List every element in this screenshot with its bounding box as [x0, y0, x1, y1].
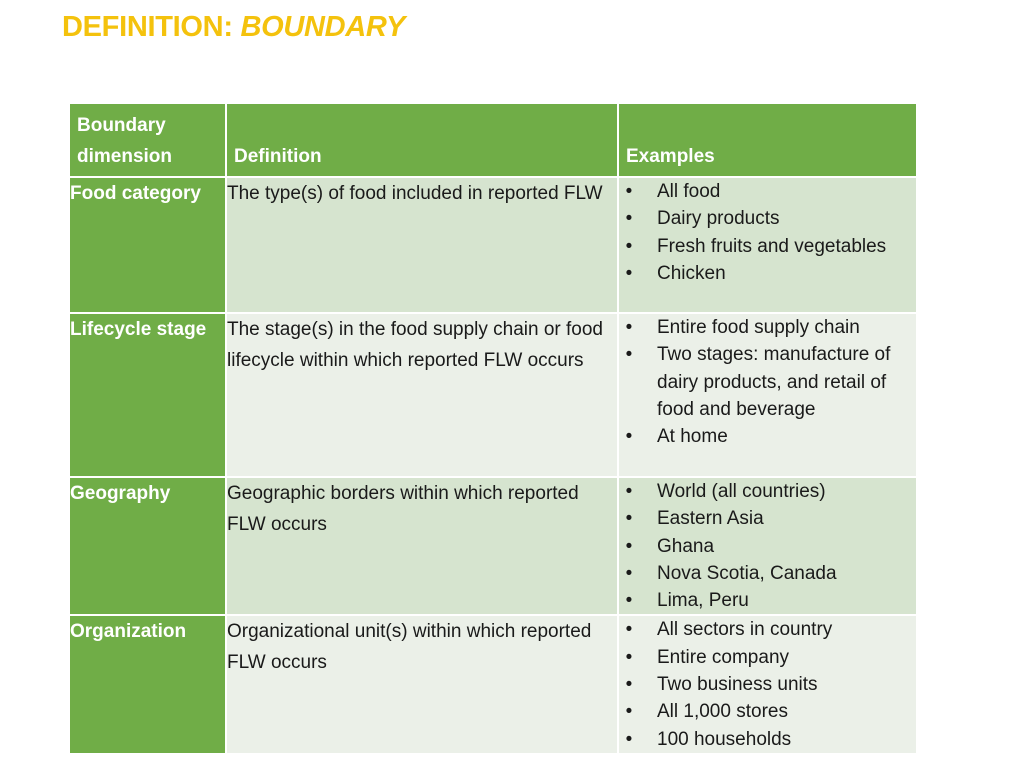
examples-list: [619, 314, 916, 450]
example-text: At home: [657, 426, 728, 448]
boundary-dimension-cell: Organization: [69, 615, 226, 753]
bullet-icon: •: [625, 181, 633, 202]
table-header-row: [69, 103, 917, 177]
list-item: [619, 671, 916, 698]
list-item: [619, 314, 916, 341]
list-item: [619, 260, 916, 287]
definition-cell: The type(s) of food included in reported FLW: [226, 177, 618, 313]
definition-cell: The stage(s) in the food supply chain or food lifecycle within which reported FLW occurs: [226, 313, 618, 477]
list-item: [619, 423, 916, 450]
example-text: Dairy products: [657, 208, 780, 230]
bullet-icon: •: [625, 646, 633, 668]
example-text: All sectors in country: [657, 619, 833, 641]
header-dimension-line2: dimension: [77, 146, 173, 167]
list-item: [619, 178, 916, 205]
bullet-icon: •: [625, 701, 633, 723]
list-item: [619, 616, 916, 643]
bullet-icon: •: [625, 208, 633, 230]
example-text: Chicken: [657, 262, 726, 284]
boundary-dimension-cell: Lifecycle stage: [69, 313, 226, 477]
bullet-icon: •: [625, 426, 633, 448]
list-item: [619, 233, 916, 260]
examples-cell: [618, 615, 917, 753]
bullet-icon: •: [625, 590, 633, 612]
example-text: 100 households: [657, 728, 792, 750]
bullet-icon: •: [625, 619, 633, 641]
example-text: Nova Scotia, Canada: [657, 562, 837, 584]
bullet-icon: •: [625, 508, 633, 530]
examples-list: [619, 478, 916, 614]
bullet-icon: •: [625, 344, 633, 366]
list-item: [619, 698, 916, 725]
bullet-icon: •: [625, 728, 633, 750]
bullet-icon: •: [625, 674, 633, 696]
header-boundary-dimension: [69, 103, 226, 177]
list-item: [619, 587, 916, 614]
slide-title-emphasis: BOUNDARY: [240, 11, 406, 43]
table-row: [69, 313, 917, 477]
slide-title: [62, 11, 405, 44]
example-text: Two stages: manufacture of dairy products, and retail of food and beverage: [657, 344, 891, 420]
header-examples: Examples: [618, 103, 917, 177]
list-item: [619, 205, 916, 232]
example-text: Lima, Peru: [657, 590, 749, 612]
list-item: [619, 533, 916, 560]
bullet-icon: •: [625, 481, 633, 502]
example-text: Ghana: [657, 535, 715, 557]
list-item: [619, 726, 916, 753]
bullet-icon: •: [625, 235, 633, 257]
table-row: [69, 477, 917, 615]
list-item: [619, 341, 916, 423]
boundary-dimension-cell: Geography: [69, 477, 226, 615]
example-text: Fresh fruits and vegetables: [657, 235, 887, 257]
examples-list: [619, 178, 916, 287]
examples-cell: [618, 177, 917, 313]
bullet-icon: •: [625, 535, 633, 557]
table-body: [69, 177, 917, 754]
examples-cell: [618, 313, 917, 477]
bullet-icon: •: [625, 262, 633, 284]
list-item: [619, 644, 916, 671]
bullet-icon: •: [625, 562, 633, 584]
examples-list: [619, 616, 916, 752]
boundary-dimension-cell: Food category: [69, 177, 226, 313]
example-text: Entire food supply chain: [657, 317, 860, 338]
examples-cell: [618, 477, 917, 615]
definition-cell: Organizational unit(s) within which reported FLW occurs: [226, 615, 618, 753]
boundary-table: [68, 102, 918, 755]
example-text: Two business units: [657, 674, 818, 696]
list-item: [619, 560, 916, 587]
example-text: All food: [657, 181, 721, 202]
table-row: [69, 615, 917, 753]
definition-cell: Geographic borders within which reported FLW occurs: [226, 477, 618, 615]
example-text: All 1,000 stores: [657, 701, 788, 723]
example-text: World (all countries): [657, 481, 826, 502]
list-item: [619, 478, 916, 505]
header-definition: Definition: [226, 103, 618, 177]
header-dimension-line1: Boundary: [77, 115, 166, 136]
slide-title-prefix: DEFINITION:: [62, 11, 241, 43]
table-row: [69, 177, 917, 313]
example-text: Entire company: [657, 646, 790, 668]
example-text: Eastern Asia: [657, 508, 764, 530]
bullet-icon: •: [625, 317, 633, 338]
list-item: [619, 505, 916, 532]
